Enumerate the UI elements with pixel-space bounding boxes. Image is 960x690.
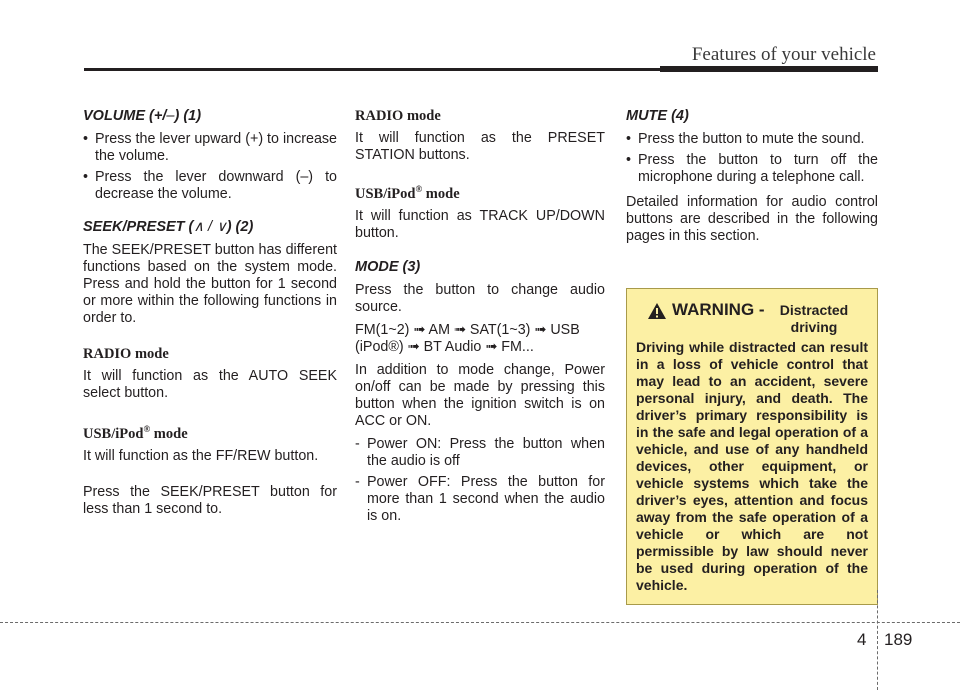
usb-mode-label: USB/iPod® mode <box>355 184 460 202</box>
warning-box <box>626 288 878 605</box>
mode-sequence-line1: FM(1~2) ➟ AM ➟ SAT(1~3) ➟ USB <box>355 321 580 338</box>
power-off-item: - Power OFF: Press the button for more than 1 second when the audio is on. <box>355 473 605 524</box>
mute-bullet-mic: • Press the button to turn off the microphone during a telephone call. <box>626 152 878 186</box>
mode-sequence-line2: (iPod®) ➟ BT Audio ➟ FM... <box>355 338 534 355</box>
warning-triangle-icon <box>647 302 667 320</box>
power-text: In addition to mode change, Power on/off can be made by pressing this button when the ignition switch is on ACC or ON. <box>355 361 605 429</box>
seek-heading: SEEK/PRESET (∧ / ∨) (2) <box>83 219 254 235</box>
power-on-item: - Power ON: Press the button when the audio is off <box>355 435 605 469</box>
mode-heading: MODE (3) <box>355 258 421 275</box>
radio-mode-text: It will function as the AUTO SEEK select button. <box>83 368 337 401</box>
section-title: Features of your vehicle <box>691 44 876 65</box>
usb-mode-text: It will function as TRACK UP/DOWN button. <box>355 207 605 241</box>
warning-body: Driving while distracted can result in a loss of vehicle control that may lead to an accident, severe personal injury, and death. The driver’s primary responsibility is in the safe and legal operation of a vehicle, and use of any handheld devices, other equipment, or vehicle systems which take the driver’s eyes, attention and focus away from the safe operation of a vehicle or which are not permissible by law should never be used during operation of the vehicle. <box>636 339 868 593</box>
chapter-number: 4 <box>857 630 867 649</box>
warning-label: WARNING - <box>672 300 765 319</box>
footer-divider <box>877 590 878 690</box>
detail-text: Detailed information for audio control buttons are described in the following pages in this section. <box>626 194 878 244</box>
mute-bullet-sound: • Press the button to mute the sound. <box>626 131 878 148</box>
footer-rule <box>0 622 960 623</box>
volume-bullet-up: • Press the lever upward (+) to increase the volume. <box>83 131 337 165</box>
radio-mode-label: RADIO mode <box>355 108 441 124</box>
press-description: Press the SEEK/PRESET button for less than 1 second to. <box>83 483 337 517</box>
warning-topic: Distracted driving <box>779 302 849 335</box>
volume-bullet-down: • Press the lever downward (–) to decrease the volume. <box>83 169 337 203</box>
mute-heading: MUTE (4) <box>626 108 689 124</box>
usb-mode-text: It will function as the FF/REW button. <box>83 447 319 464</box>
column-left <box>83 108 337 533</box>
mode-text: Press the button to change audio source. <box>355 281 605 315</box>
seek-description: The SEEK/PRESET button has different functions based on the system mode. Press and hold the button for 1 second or more within the following functions in order to. <box>83 242 337 326</box>
radio-mode-text: It will function as the PRESET STATION buttons. <box>355 130 605 163</box>
column-right <box>626 108 878 260</box>
header-rule-accent <box>660 66 878 72</box>
volume-heading: VOLUME (+/–) (1) <box>83 108 202 124</box>
column-middle <box>355 108 605 529</box>
radio-mode-label: RADIO mode <box>83 346 169 362</box>
usb-mode-label: USB/iPod® mode <box>83 424 188 442</box>
page-number: 189 <box>884 630 913 649</box>
